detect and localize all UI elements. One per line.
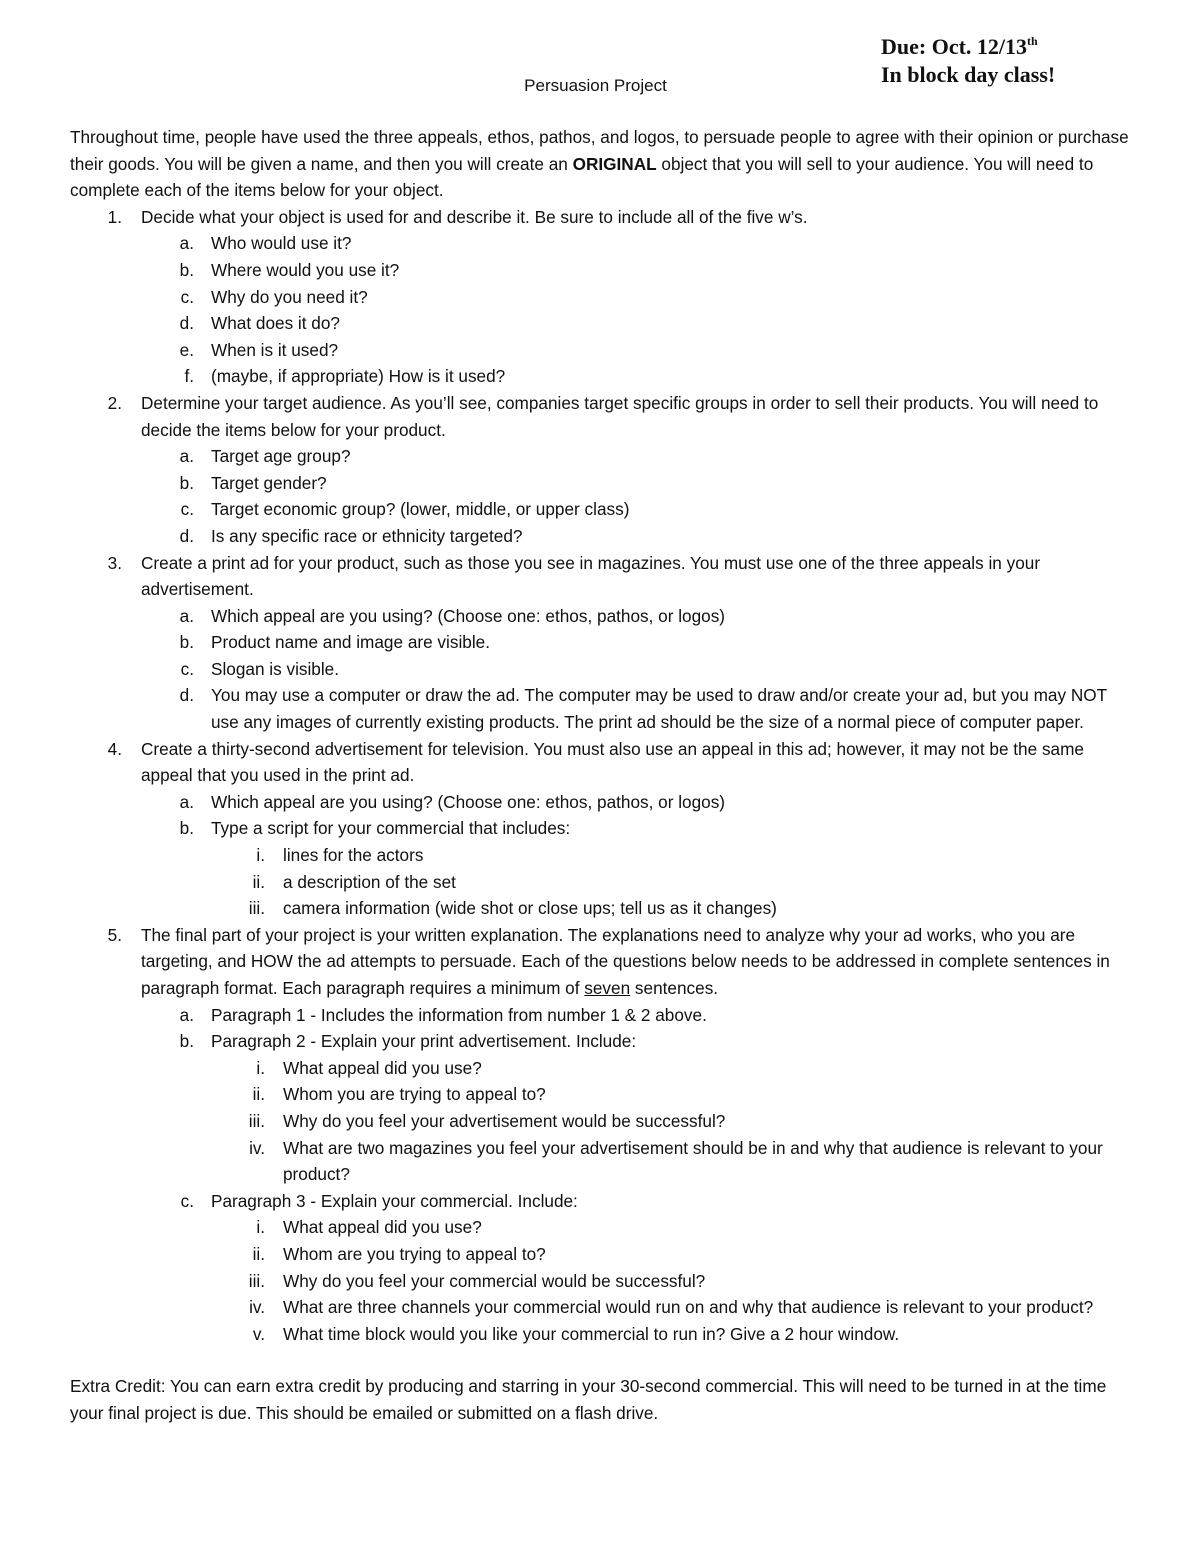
sub-sub-item: i. lines for the actors [256,845,424,866]
list-item: 5. The final part of your project is your written explanation. The explanations need to analyze why your ad works, who you are targeting, and HOW the ad attempts to persuade. Each of the questions below needs to be addressed in complete sentences in paragraph format. Each paragraph requires a minimum of seven sentences. [70,922,1132,1002]
sub-item: c. Paragraph 3 - Explain your commercial. Include: [180,1190,578,1211]
sub-sub-item: i. What appeal did you use? [256,1217,482,1238]
list-item: 2. Determine your target audience. As you’ll see, companies target specific groups in order to sell their products. You will need to decide the items below for your product. [70,390,1132,443]
item-number: 2. [107,392,122,413]
sub-sub-item: v. What time block would you like your commercial to run in? Give a 2 hour window. [252,1323,900,1344]
page-title: Persuasion Project [524,76,667,95]
sub-item: d. Is any specific race or ethnicity targeted? [179,525,523,546]
due-date-line: Due: Oct. 12/13th [881,34,1038,59]
due-location-line: In block day class! [881,62,1056,87]
document-body [70,124,1132,1427]
sub-sub-item: iv. What are three channels your commercial would run on and why that audience is relevant to your product? [249,1297,1094,1318]
sub-item: c. Target economic group? (lower, middle, or upper class) [180,499,630,520]
sub-item: c. Why do you need it? [180,286,368,307]
sub-sub-item: iii. Why do you feel your advertisement would be successful? [248,1110,726,1131]
sub-item: b. Product name and image are visible. [179,632,490,653]
item-number: 5. [107,924,122,945]
sub-sub-item: ii. Whom you are trying to appeal to? [252,1084,546,1105]
sub-sub-item: ii. Whom are you trying to appeal to? [252,1243,546,1264]
item-number: 4. [107,738,122,759]
item-number: 3. [107,552,122,573]
extra-credit-paragraph: Extra Credit: You can earn extra credit by producing and starring in your 30-second commercial. This will need to be turned in at the time your final project is due. This should be emailed or submitted on a flash drive. [70,1376,1107,1423]
sub-item: f. (maybe, if appropriate) How is it used? [184,366,506,387]
list-item: 1. Decide what your object is used for and describe it. Be sure to include all of the five w’s. [70,204,1132,231]
sub-item: b. Paragraph 2 - Explain your print advertisement. Include: [179,1031,637,1052]
sub-sub-item: iii. Why do you feel your commercial would be successful? [248,1270,706,1291]
sub-sub-item: iv. What are two magazines you feel your advertisement should be in and why that audience is relevant to your product? [249,1137,1103,1185]
sub-item: a. Paragraph 1 - Includes the information from number 1 & 2 above. [179,1004,707,1025]
intro-paragraph: Throughout time, people have used the three appeals, ethos, pathos, and logos, to persuade people to agree with their opinion or purchase their goods. You will be given a name, and then you will create an ORIGINAL object that you will sell to your audience. You will need to complete each of the items below for your object. [70,127,1129,201]
sub-item: b. Where would you use it? [179,259,400,280]
sub-item: a. Target age group? [179,446,351,467]
sub-item: b. Type a script for your commercial that includes: [179,818,571,839]
sub-sub-item: i. What appeal did you use? [256,1057,482,1078]
sub-item: a. Which appeal are you using? (Choose one: ethos, pathos, or logos) [179,605,726,626]
item-number: 1. [107,206,122,227]
sub-item: e. When is it used? [179,339,339,360]
list-item: 3. Create a print ad for your product, such as those you see in magazines. You must use one of the three appeals in your advertisement. [70,550,1132,603]
sub-item: d. What does it do? [179,313,340,334]
sub-item: a. Who would use it? [179,233,352,254]
sub-item: a. Which appeal are you using? (Choose one: ethos, pathos, or logos) [179,791,726,812]
sub-item: c. Slogan is visible. [180,658,340,679]
sub-item: b. Target gender? [179,472,327,493]
sub-sub-item: iii. camera information (wide shot or close ups; tell us as it changes) [248,898,777,919]
list-item: 4. Create a thirty-second advertisement for television. You must also use an appeal in this ad; however, it may not be the same appeal that you used in the print ad. [70,736,1132,789]
sub-item: d. You may use a computer or draw the ad. The computer may be used to draw and/or create your ad, but you may NOT use any images of currently existing products. The print ad should be the size of a normal piece of computer paper. [179,685,1107,733]
sub-sub-item: ii. a description of the set [252,871,456,892]
